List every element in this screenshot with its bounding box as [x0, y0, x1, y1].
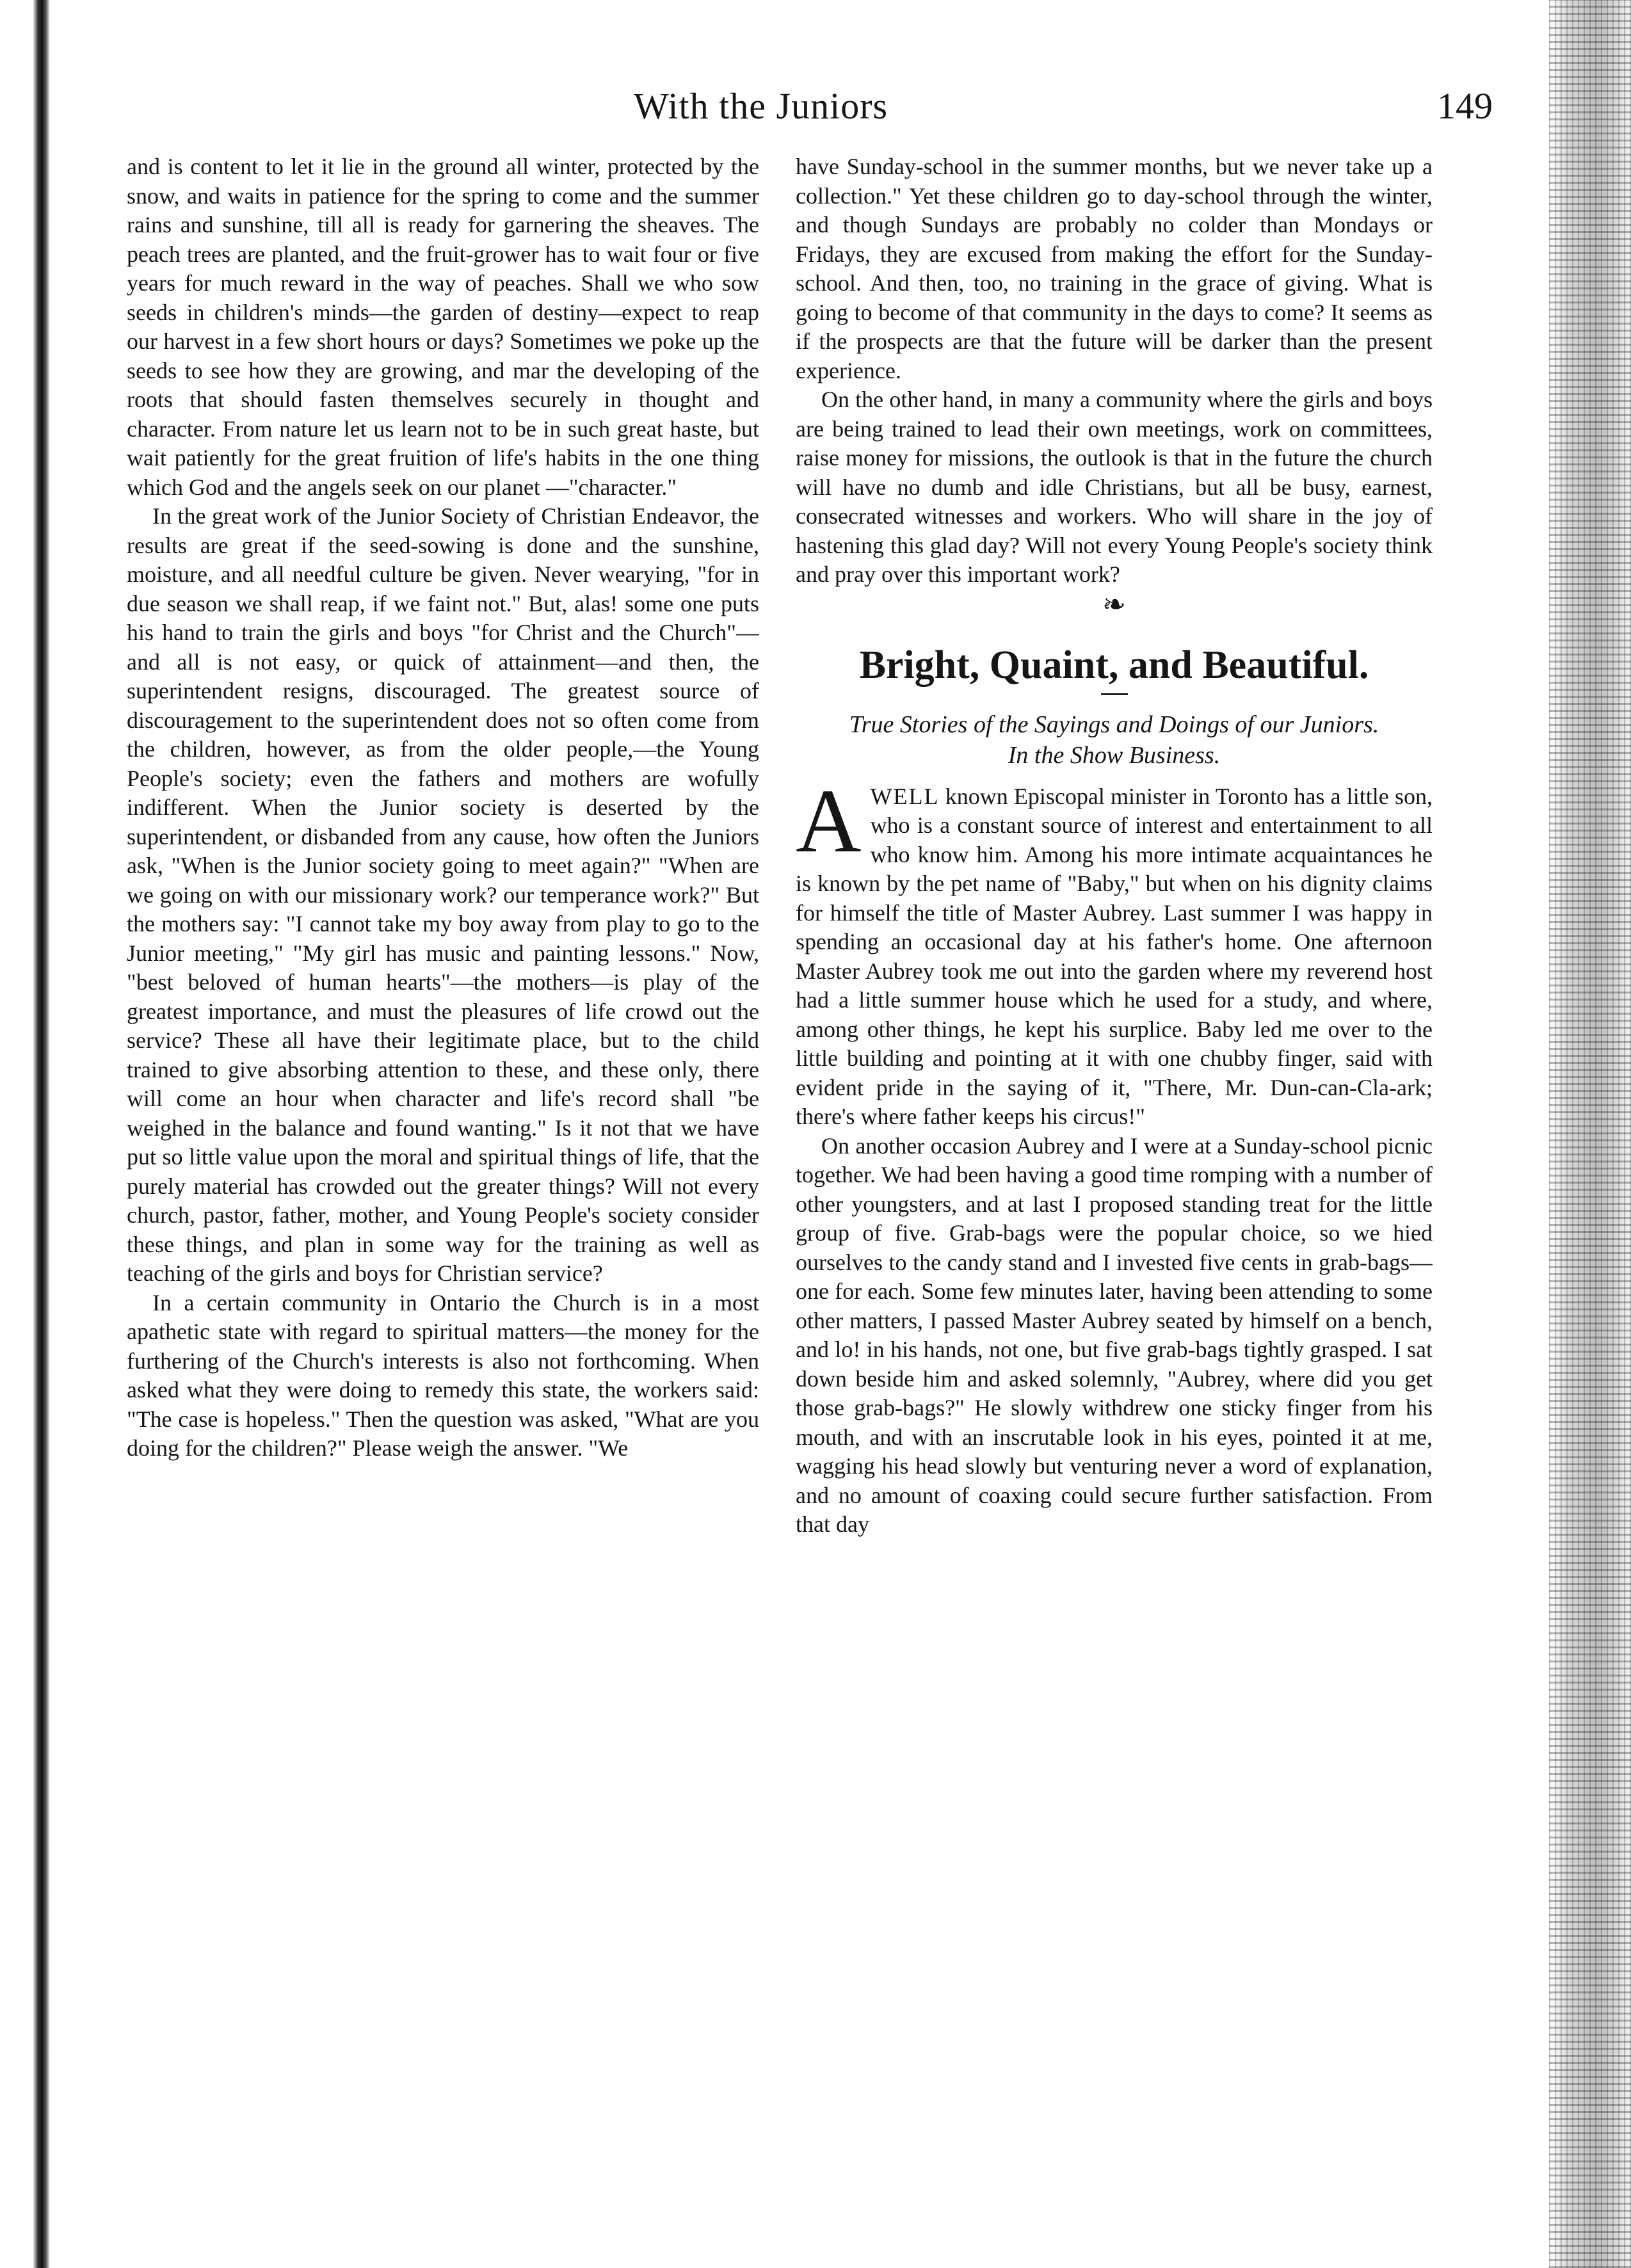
right-column	[796, 152, 1433, 2252]
article-subtitle: True Stories of the Sayings and Doings of our Juniors.	[849, 711, 1379, 738]
page-header	[128, 76, 1543, 140]
left-paragraph-1: and is content to let it lie in the ground all winter, protected by the snow, and waits in patience for the spring to come and the summer rains and sunshine, till all is ready for garnering the sheaves. The peach trees are planted, and the fruit-grower has to wait four or five years for much reward in the way of peaches. Shall we who sow seeds in children's minds—the garden of destiny—expect to reap our harvest in a few short hours or days? Sometimes we poke up the seeds to see how they are growing, and mar the developing of the roots that should fasten themselves securely in thought and character. From nature let us learn not to be in such great haste, but wait patiently for the great fruition of life's habits in the one thing which God and the angels seek on our planet —"character."	[127, 154, 759, 500]
title-rule	[1101, 693, 1128, 695]
left-paragraph-2: In the great work of the Junior Society of Christian Endeavor, the results are great if the seed-sowing is done and the sunshine, moisture, and all needful culture be given. Never wearying, "for in due season we shall reap, if we faint not." But, alas! some one puts his hand to train the girls and boys "for Christ and the Church"—and all is not easy, or quick of attainment—and then, the superintendent resigns, discouraged. The greatest source of discouragement to the superintendent does not so often come from the children, however, as from the older people,—the Young People's society; even the fathers and mothers are wofully indifferent. When the Junior society is deserted by the superintendent, or disbanded from any cause, how often the Juniors ask, "When is the Junior society going to meet again?" "When are we going on with our missionary work? our temperance work?" But the mothers say: "I cannot take my boy away from play to go to the Junior meeting," "My girl has music and painting lessons." Now, "best beloved of human hearts"—the mothers—is play of the greatest importance, and must the pleasures of life crowd out the service? These all have their legitimate place, but to the child trained to give absorbing attention to these, and these only, there will come an hour when character and life's record shall "be weighed in the balance and found wanting." Is it not that we have put so little value upon the moral and spiritual things of life, that the purely material has crowded out the greater things? Will not every church, pastor, father, mother, and Young People's society consider these things, and plan in some way for the training as well as teaching of the girls and boys for Christian service?	[127, 503, 759, 1286]
drop-cap: A	[796, 769, 862, 871]
right-paragraph-3-text: known Episcopal minister in Toronto has a little son, who is a constant source of interest and entertainment to all who know him. Among his more intimate acquaintances he is known by the pet name of "Baby," but when on his dignity claims for himself the title of Master Aubrey. Last summer I was happy in spending an occasional day at his father's home. One afternoon Master Aubrey took me out into the garden where my reverend host had a little summer house which he used for a study, and where, among other things, he kept his surplice. Baby led me over to the little building and pointing at it with one chubby finger, said with evident pride in the saying of it, "There, Mr. Dun-can-Cla-ark; there's where father keeps his circus!"	[796, 783, 1433, 1129]
right-paragraph-4: On another occasion Aubrey and I were at a Sunday-school picnic together. We had been having a good time romping with a number of other youngsters, and at last I proposed standing treat for the little group of five. Grab-bags were the popular choice, so we hied ourselves to the candy stand and I invested five cents in grab-bags—one for each. Some few minutes later, having been attending to some other matters, I passed Master Aubrey seated by himself on a bench, and lo! in his hands, not one, but five grab-bags tightly grasped. I sat down beside him and asked solemnly, "Aubrey, where did you get those grab-bags?" He slowly withdrew one sticky finger from his mouth, and with an inscrutable look in his eyes, pointed it at me, wagging his head slowly but venturing never a word of explanation, and no amount of coaxing could secure further satisfaction. From that day	[796, 1132, 1433, 1537]
article-title: Bright, Quaint, and Beautiful.	[859, 643, 1369, 687]
left-paragraph-3: In a certain community in Ontario the Church is in a most apathetic state with regard to spiritual matters—the money for the furthering of the Church's interests is also not forthcoming. When asked what they were doing to remedy this state, the workers said: "The case is hopeless." Then the question was asked, "What are you doing for the children?" Please weigh the answer. "We	[127, 1289, 759, 1461]
right-paragraph-1: have Sunday-school in the summer months, but we never take up a collection." Yet these children go to day-school through the winter, and though Sundays are probably no colder than Mondays or Fridays, they are excused from making the effort for the Sunday-school. And then, too, no training in the grace of giving. What is going to become of that community in the days to come? It seems as if the prospects are that the future will be darker than the present experience.	[796, 154, 1433, 383]
section-heading: In the Show Business.	[1008, 741, 1221, 769]
ornament-fleuron: ❧	[1102, 588, 1126, 620]
binding-gutter	[33, 0, 50, 2268]
page-number: 149	[1437, 85, 1493, 127]
running-title: With the Juniors	[634, 85, 888, 127]
right-paragraph-2: On the other hand, in many a community where the girls and boys are being trained to lead their own meetings, work on committees, raise money for missions, the outlook is that in the future the church will have no dumb and idle Christians, but all be busy, earnest, consecrated witnesses and workers. Who will share in the joy of hastening this glad day? Will not every Young People's society think and pray over this important work?	[796, 387, 1433, 587]
page-edge-texture	[1549, 0, 1631, 2268]
left-column	[127, 152, 759, 2252]
right-paragraph-3	[796, 769, 1433, 1132]
lead-word: WELL	[870, 783, 940, 809]
